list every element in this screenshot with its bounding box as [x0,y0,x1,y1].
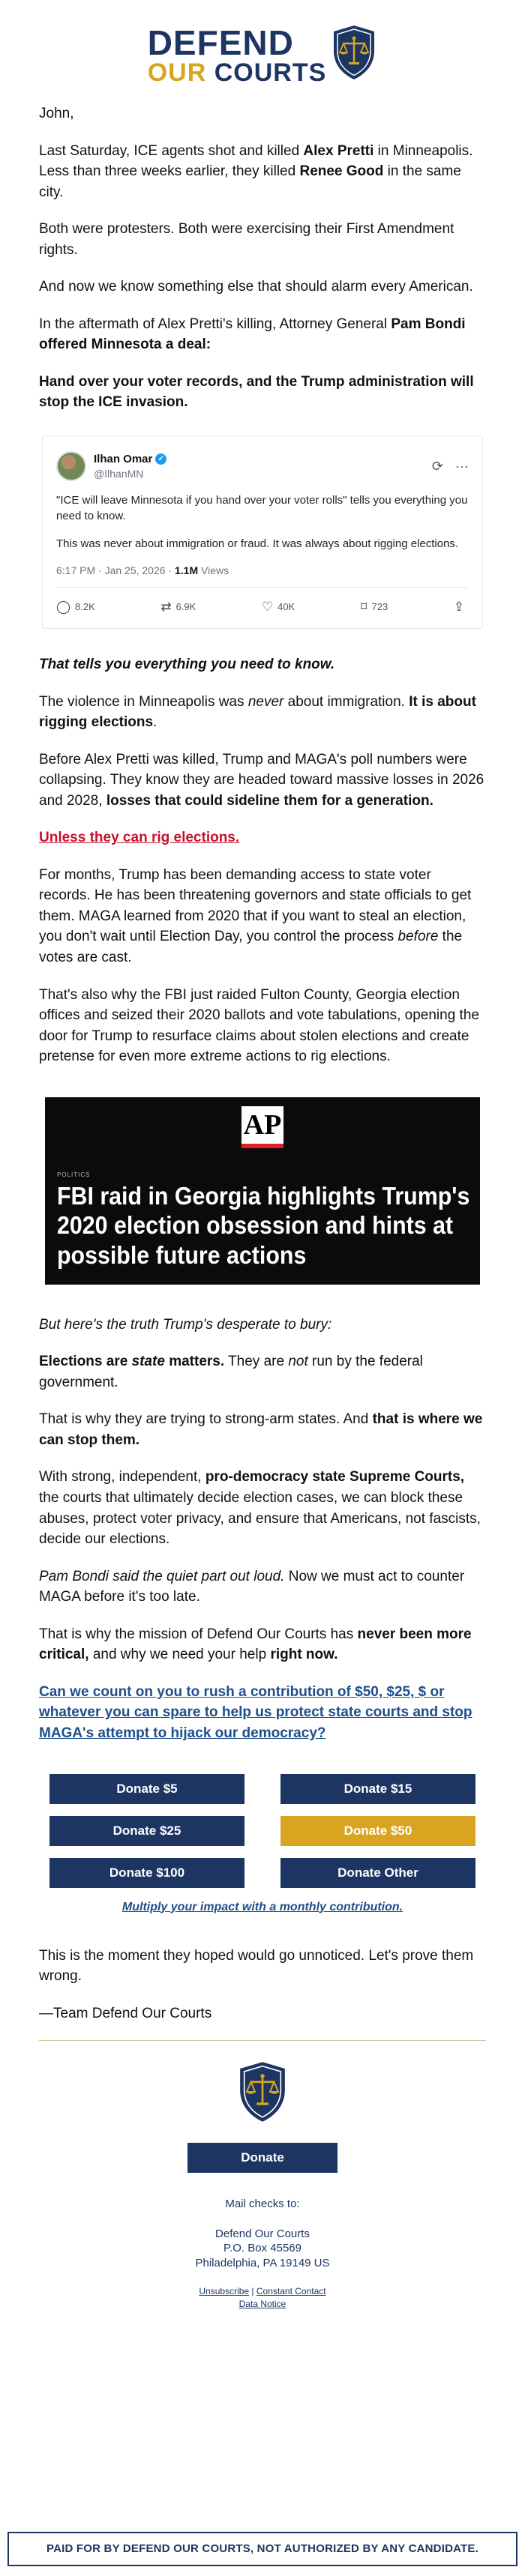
logo-our: OUR [147,58,207,87]
mailing-address [0,2227,525,2271]
donate-50-button[interactable]: Donate $50 [280,1816,476,1846]
donate-other-button[interactable]: Donate Other [280,1858,476,1888]
reply-action[interactable]: ◯ 8.2K [56,598,95,616]
logo-our-courts [148,60,327,85]
paragraph-prove-wrong: This is the moment they hoped would go unnoticed. Let's prove them wrong. [39,1947,474,1985]
donate-5-button[interactable]: Donate $5 [50,1774,244,1804]
address-po-box: P.O. Box 45569 [224,2242,302,2255]
share-icon: ⇪ [453,600,464,615]
tweet-author [94,451,432,482]
ap-section-tag: POLITICS [57,1171,91,1178]
paragraph-state-matters: Elections are state matters. They are not run by the federal government. [39,1354,423,1390]
tweet-text-1: "ICE will leave Minnesota if you hand over your voter rolls" tells you everything you need to know. [56,493,468,522]
paragraph-strong-arm: That is why they are trying to strong-arm states. And that is where we can stop them. [39,1411,483,1448]
footer-divider [39,2040,486,2041]
tweet-text-2: This was never about immigration or fraud. It was always about rigging elections. [56,537,459,550]
verified-badge-icon: ✓ [155,453,166,465]
address-org: Defend Our Courts [215,2227,310,2240]
paragraph-quiet-part: Pam Bondi said the quiet part out loud. Now we must act to counter MAGA before it's too late. [39,1568,465,1605]
paragraph-polls: Before Alex Pretti was killed, Trump and MAGA's poll numbers were collapsing. They know they are headed toward massive losses in 2026 and 2028, losses that could sideline them for a generation. [39,751,484,809]
footer-links: Unsubscribe | Constant Contact Data Notice [199,2286,326,2309]
paragraph-supreme-courts: With strong, independent, pro-democracy state Supreme Courts, the courts that ultimately decide election cases, we can block these abuses, protect voter privacy, and ensure that Americans, not fascists, decide our elections. [39,1469,481,1548]
paragraph-protesters: Both were protesters. Both were exercising their First Amendment rights. [39,221,454,258]
ap-logo: AP [242,1106,284,1148]
constant-contact-link[interactable]: Constant Contact [256,2286,326,2297]
paragraph-killings: Last Saturday, ICE agents shot and killed Alex Pretti in Minneapolis. Less than three weeks earlier, they killed Renee Good in the same city. [39,142,473,200]
shield-scales-icon [331,24,377,88]
tweet-top-actions [432,457,469,476]
address-city: Philadelphia, PA 19149 US [195,2256,330,2269]
tweet-name[interactable]: Ilhan Omar ✓ [94,451,432,467]
paragraph-ask [39,1682,486,1744]
paragraph-mission: That is why the mission of Defend Our Courts has never been more critical, and why we need your help right now. [39,1626,472,1663]
avatar[interactable] [56,451,86,481]
footer-shield-icon [0,2060,525,2123]
contribution-ask-link[interactable]: Can we count on you to rush a contribution of $50, $25, $ or whatever you can spare to help us protect state courts and stop MAGA's attempt to hijack our democracy? [39,1683,472,1741]
repost-action[interactable]: ⇄ 6.9K [160,598,196,616]
footer [0,2060,525,2309]
tweet-handle[interactable]: @IlhanMN [94,468,144,480]
paragraph-unless-rig [39,827,486,848]
more-options-icon[interactable]: ··· [455,458,469,474]
data-notice-link[interactable]: Data Notice [238,2298,286,2309]
repost-icon: ⇄ [160,600,172,615]
paragraph-tells-you: That tells you everything you need to know. [39,657,335,672]
reply-icon: ◯ [56,600,71,615]
closing [0,1946,525,2024]
tweet-body [56,492,469,552]
paragraph-truth: But here's the truth Trump's desperate to bury: [39,1316,332,1333]
logo-courts: COURTS [214,58,327,87]
greeting: John, [39,106,74,121]
like-action[interactable]: ♡ 40K [262,598,295,616]
ap-headline: FBI raid in Georgia highlights Trump's 2020 election obsession and hints at possible future actions [57,1181,470,1269]
donate-15-button[interactable]: Donate $15 [280,1774,476,1804]
unsubscribe-link[interactable]: Unsubscribe [199,2286,250,2297]
unless-rig-link[interactable]: Unless they can rig elections. [39,830,240,846]
ap-news-card[interactable] [45,1097,480,1285]
signoff: —Team Defend Our Courts [39,2005,212,2021]
tweet-header [56,451,469,482]
bookmark-icon: ⌑ [360,600,368,615]
heart-icon: ♡ [261,600,274,615]
logo-wordmark [148,25,327,85]
copy-link-icon[interactable]: ⟳ [431,458,444,474]
tweet-timestamp[interactable]: 6:17 PM · Jan 25, 2026 · 1.1M Views [56,564,469,588]
monthly-contribution-link[interactable]: Multiply your impact with a monthly contribution. [122,1900,404,1913]
donate-button-grid [0,1774,525,1888]
mail-checks-label: Mail checks to: [225,2198,300,2211]
paragraph-bondi-deal: In the aftermath of Alex Pretti's killing, Attorney General Pam Bondi offered Minnesota a deal: [39,316,466,353]
donate-25-button[interactable]: Donate $25 [50,1816,244,1846]
tweet-engagement-bar [56,588,469,628]
share-action[interactable] [454,598,464,616]
email-body [0,103,525,1744]
paragraph-voter-records: For months, Trump has been demanding access to state voter records. He has been threatening governors and state officials to get them. MAGA learned from 2020 that if you want to steal an election, you don't wait until Election Day, you control the process before the votes are cast. [39,866,472,966]
embedded-tweet[interactable] [42,435,483,629]
header-logo[interactable] [0,0,525,87]
logo-defend: DEFEND [147,23,294,62]
paid-for-disclaimer: PAID FOR BY DEFEND OUR COURTS, NOT AUTHORIZED BY ANY CANDIDATE. [8,2532,518,2566]
bookmark-action[interactable]: ⌑ 723 [361,598,388,616]
paragraph-alarm: And now we know something else that should alarm every American. [39,279,473,295]
paragraph-hand-over: Hand over your voter records, and the Trump administration will stop the ICE invasion. [39,373,474,411]
paragraph-fbi-raid: That's also why the FBI just raided Fulton County, Georgia election offices and seized their 2020 ballots and vote tabulations, opening the door for Trump to resurface claims about stolen elections and create pretense for even more extreme actions to rig elections. [39,986,479,1065]
paragraph-violence: The violence in Minneapolis was never about immigration. It is about rigging elections. [39,693,476,731]
donate-100-button[interactable]: Donate $100 [50,1858,244,1888]
footer-donate-button[interactable]: Donate [188,2143,338,2173]
